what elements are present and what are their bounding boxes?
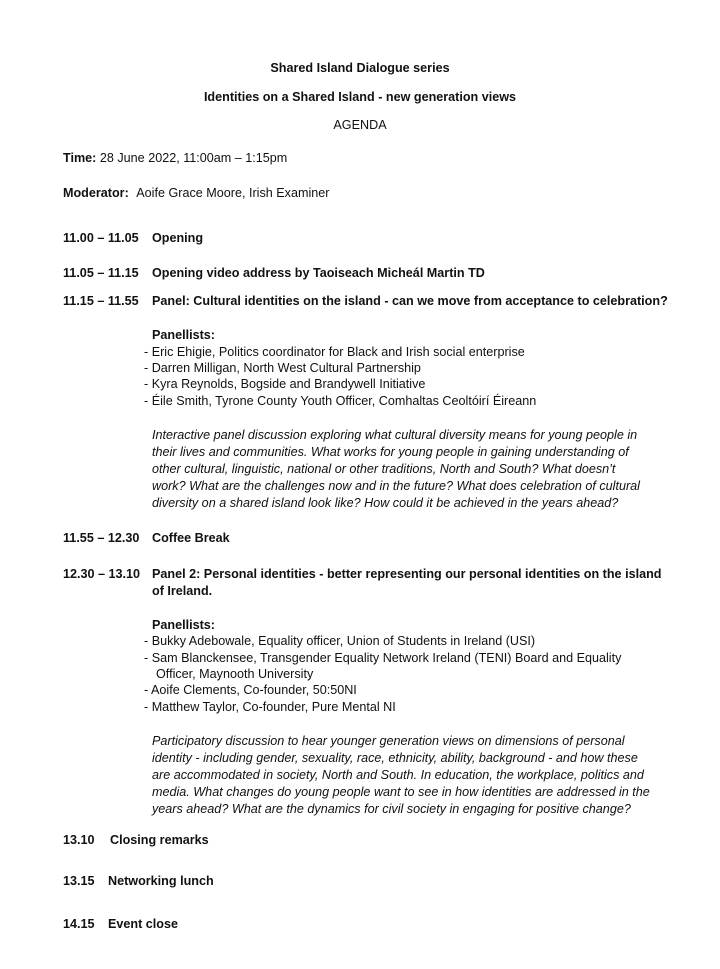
panellist: - Kyra Reynolds, Bogside and Brandywell Initiative xyxy=(144,377,426,391)
moderator-line xyxy=(63,186,329,200)
agenda-item-time: 11.00 – 11.05 xyxy=(63,231,139,245)
time-line xyxy=(63,151,287,165)
panellist: - Sam Blanckensee, Transgender Equality Network Ireland (TENI) Board and Equality xyxy=(144,651,622,665)
series-title: Shared Island Dialogue series xyxy=(270,61,450,75)
time-label: Time: xyxy=(63,151,97,165)
panellist: - Aoife Clements, Co-founder, 50:50NI xyxy=(144,683,357,697)
time-value: 28 June 2022, 11:00am – 1:15pm xyxy=(99,151,288,165)
agenda-item-title: Opening video address by Taoiseach Micheál Martin TD xyxy=(152,266,485,280)
panellists-label: Panellists: xyxy=(152,618,215,632)
agenda-item-title: Networking lunch xyxy=(108,874,214,888)
agenda-item-time: 11.55 – 12.30 xyxy=(63,531,140,545)
agenda-item-title: Closing remarks xyxy=(110,833,209,847)
agenda-item-time: 12.30 – 13.10 xyxy=(63,567,141,581)
panellist: - Darren Milligan, North West Cultural Partnership xyxy=(144,361,421,375)
panellists-label: Panellists: xyxy=(152,328,215,342)
panellist: - Éile Smith, Tyrone County Youth Officer, Comhaltas Ceoltóirí Éireann xyxy=(144,394,537,408)
agenda-item-time: 11.05 – 11.15 xyxy=(63,266,139,280)
moderator-value: Aoife Grace Moore, Irish Examiner xyxy=(136,186,330,200)
panellist: - Bukky Adebowale, Equality officer, Union of Students in Ireland (USI) xyxy=(144,634,536,648)
agenda-item-title: Opening xyxy=(152,231,204,245)
moderator-label: Moderator: xyxy=(63,186,129,200)
agenda-item-time: 11.15 – 11.55 xyxy=(63,294,139,308)
agenda-item-title: Coffee Break xyxy=(152,531,230,545)
agenda-item-time: 13.10 xyxy=(63,833,95,847)
agenda-heading: AGENDA xyxy=(333,118,387,132)
agenda-item-title-cont: of Ireland. xyxy=(152,584,213,598)
panel-description: Participatory discussion to hear younger generation views on dimensions of personal identity - including gender, sexuality, race, ethnicity, ability, background - and how these are accommodated in society, North and South. In education, the workplace, politics and media. What changes do young people want to see in how identities are addressed in the years ahead? What are the dynamics for civil society in engaging for positive change? xyxy=(152,734,650,817)
panel-description: Interactive panel discussion exploring what cultural diversity means for young people in their lives and communities. What works for young people in gaining understanding of other cultural, linguistic, national or other traditions, North and South? What doesn’t work? What are the challenges now and in the future? What does celebration of cultural diversity on a shared island look like? How could it be achieved in the years ahead? xyxy=(152,428,640,511)
document-title: Identities on a Shared Island - new generation views xyxy=(203,90,517,104)
agenda-item-time: 13.15 xyxy=(63,874,95,888)
agenda-item-time: 14.15 xyxy=(63,917,95,931)
agenda-item-title: Panel 2: Personal identities - better representing our personal identities on the island xyxy=(152,567,662,581)
panellist-cont: Officer, Maynooth University xyxy=(156,667,314,681)
panellist: - Matthew Taylor, Co-founder, Pure Mental NI xyxy=(144,700,396,714)
panellist: - Eric Ehigie, Politics coordinator for Black and Irish social enterprise xyxy=(144,345,525,359)
agenda-item-title: Panel: Cultural identities on the island - can we move from acceptance to celebration? xyxy=(152,294,668,308)
agenda-item-title: Event close xyxy=(108,917,178,931)
